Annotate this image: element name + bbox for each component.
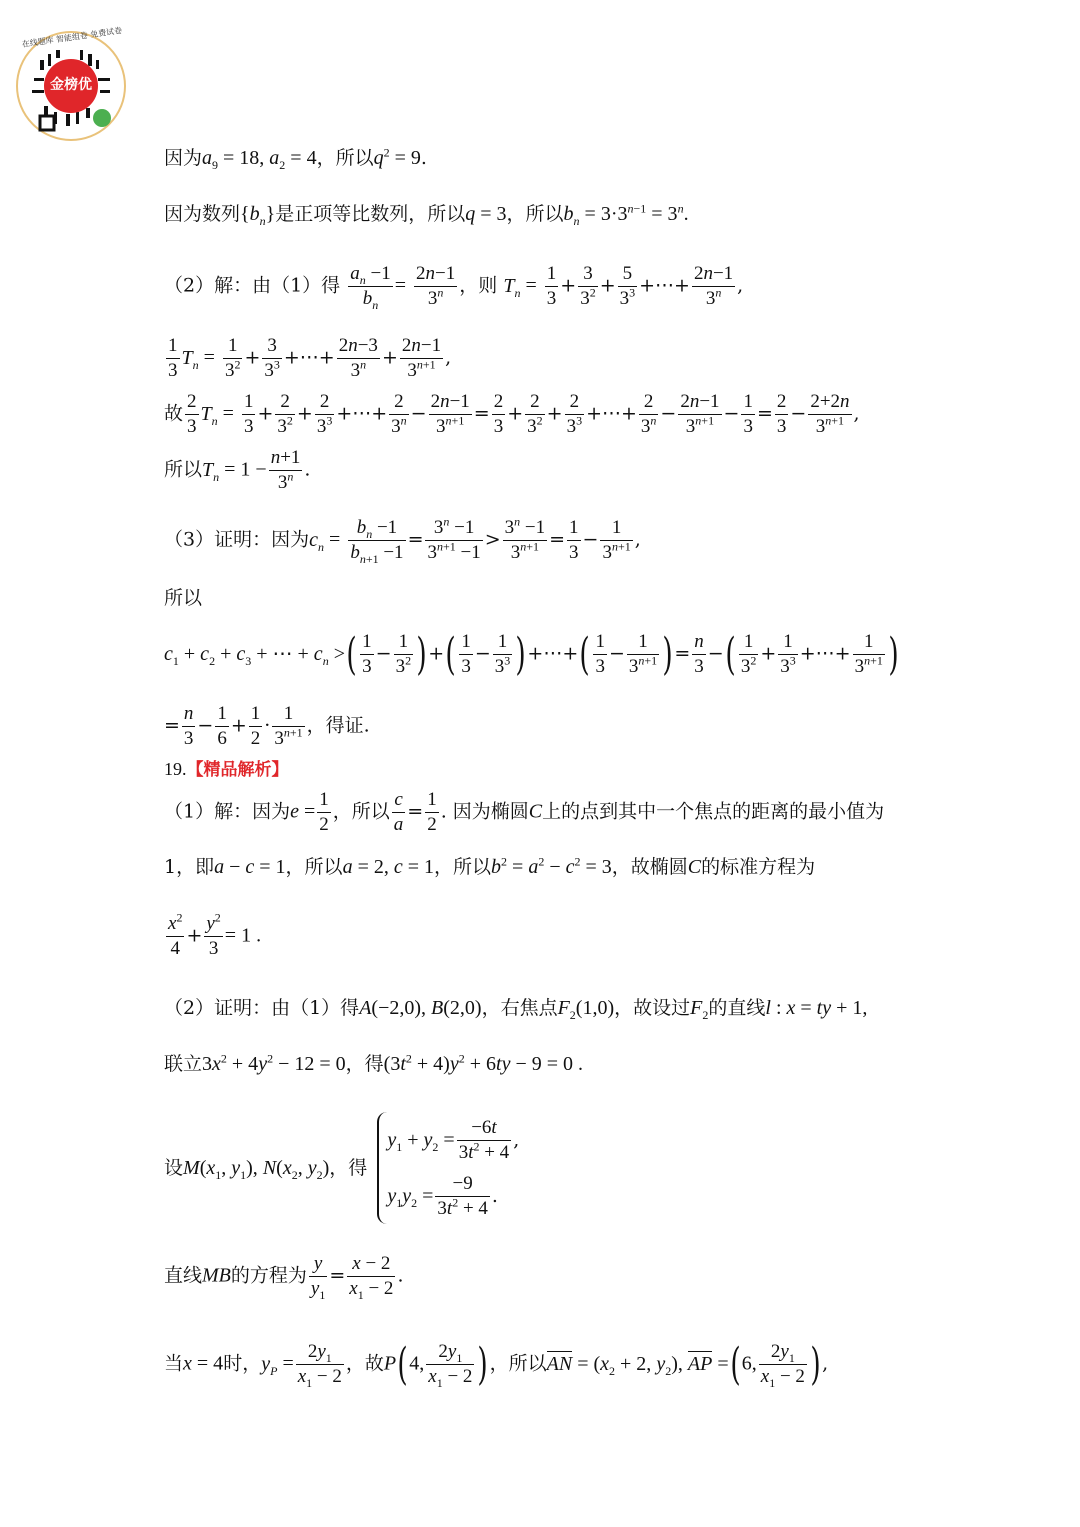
q19-1-line-2: 1，即a − c = 1，所以a = 2, c = 1，所以$b^2 = a^2 - c^2 = 3$，故椭圆C的标准方程为 — [164, 854, 816, 878]
text: 直线 — [164, 1264, 203, 1287]
logo — [10, 20, 132, 142]
line-1: 因为$a_9 = 18$, $a_2 = 4$，所以$q^2 = 9$. — [164, 145, 427, 172]
text: 时， — [223, 1352, 262, 1375]
q19-1-line-3: $\frac{x^2}{4}$ + $\frac{y^2}{3}$ = 1 . — [168, 910, 262, 959]
text: 1，即 — [164, 856, 215, 878]
q19-2-line-1: （2）证明：由（1）得A(−2,0), B(2,0)，右焦点$F_2(1,0)$，故设过$F_2$的直线l : x = ty + 1, — [164, 997, 868, 1022]
line-7: （3）证明：因为$c_n$ = $\frac{b_n -1}{b_{n+1} -1}$ = $\frac{3^n -1}{3^{n+1} -1}$ > $\frac{3^n -1}{3^{n+1}}$ = $\frac{1}{3}$ − $\frac{1}{3^{n+1}}$ , — [164, 514, 641, 566]
q19-2-line-2: 联立$3x^2 + 4y^2 - 12 = 0$，得$(3t^2 + 4)y^2 + 6ty - 9 = 0$ . — [164, 1051, 584, 1075]
text: 所以 — [164, 458, 203, 481]
text: ，所以 — [332, 800, 390, 823]
text: 是正项等比数列，所以 — [275, 203, 466, 225]
question-number: 19. — [164, 759, 187, 779]
text: . — [420, 147, 427, 169]
line-5: 故 $\frac{2}{3}$ $T_n$ = $\frac{1}{3}$ + $\frac{2}{3^2}$ + $\frac{2}{3^3}$ +⋯+ $\frac{2}{3^n}$ − $\frac{2n-1}{3^{n+1}}$ = $\frac{2}{3}$ + $\frac{2}{3^2}$ + $\frac{2}{3^3}$ +⋯+ $\frac{2}{3^n}$ − $\frac{2n-1}{3^{n+1}}$ − $\frac{1}{3}$ = $\frac{2}{3}$ − $\frac{2+2n}{3^{n+1}}$ , — [164, 391, 860, 437]
text: 因为数列 — [164, 203, 241, 225]
text: ，所以 — [489, 1352, 547, 1375]
q19-1-line-1: （1）解：因为e = $\frac{1}{2}$ ，所以 $\frac{c}{a}$ = $\frac{1}{2}$ . 因为椭圆C上的点到其中一个焦点的距离的最小值为 — [164, 789, 885, 835]
text: 上的点到其中一个焦点的距离的最小值为 — [542, 800, 885, 823]
text: 设 — [164, 1157, 184, 1179]
line-6: 所以$T_n = 1$ − $\frac{n+1}{3^n}$ . — [164, 447, 311, 493]
text: 当 — [164, 1352, 184, 1375]
line-3: （2）解：由（1）得 $\frac{a_n -1}{b_n}$ = $\frac{2n-1}{3^n}$ ，则 $T_n$ = $\frac{1}{3}$ + $\frac{3}{3^2}$ + $\frac{5}{3^3}$ +⋯+ $\frac{2n-1}{3^n}$ , — [164, 263, 744, 312]
text: ，故 — [345, 1352, 384, 1375]
text: ，所以 — [434, 856, 492, 878]
text: ，得证. — [306, 714, 370, 737]
text: 的方程为 — [230, 1264, 307, 1287]
text: ，所以 — [506, 203, 564, 225]
q19-2-line-4: 直线MB的方程为 $\frac{y}{y_1}$ = $\frac{x - 2}{x_1 - 2}$ . — [164, 1253, 404, 1302]
line-9: $c_1 + c_2 + c_3$ + ⋯ + $c_n$ >( $\frac{1}{3}$ − $\frac{1}{3^2}$ )+( $\frac{1}{3}$ − $\frac{1}{3^3}$ )+⋯+( $\frac{1}{3}$ − $\frac{1}{3^{n+1}}$ )= $\frac{n}{3}$ −( $\frac{1}{3^2}$ + $\frac{1}{3^3}$ +⋯+ $\frac{1}{3^{n+1}}$ ) — [164, 628, 899, 680]
question-19-heading — [164, 757, 289, 782]
line-4: $\frac{1}{3}$ $T_n$ = $\frac{1}{3^2}$ + $\frac{3}{3^3}$ +⋯+ $\frac{2n-3}{3^n}$ + $\frac{2n-1}{3^{n+1}}$ , — [168, 335, 452, 381]
text: 因为 — [164, 147, 203, 169]
q19-2-line-3: 设$M(x_1$, $y_1$), $N(x_2$, $y_2$)，得 $y_1 + y_2$ = $\frac{-6t}{3t^2 + 4}$ , $y_1y_2$ = $\frac{-9}{3t^2 + 4}$ . — [164, 1112, 519, 1224]
text: ，得 — [329, 1157, 368, 1179]
text: 联立 — [164, 1053, 203, 1075]
text: ，故设过 — [614, 997, 691, 1019]
logo-center-text: 金榜优 — [50, 77, 92, 93]
text: ，所以 — [285, 856, 343, 878]
line-2: 因为数列$\{b_n\}$是正项等比数列，所以q = 3，所以$b_n = 3\cdot 3^{n-1} = 3^n$. — [164, 201, 689, 228]
equation-system: $y_1 + y_2$ = $\frac{-6t}{3t^2 + 4}$ , $y_1y_2$ = $\frac{-9}{3t^2 + 4}$ . — [377, 1112, 519, 1224]
text: ，故椭圆 — [611, 856, 688, 878]
text: ，所以 — [316, 147, 374, 169]
logo-top-text: 在线题库 智能组卷 免费试卷 — [21, 26, 123, 49]
text: （2）解：由（1）得 — [164, 274, 341, 297]
text: 所以 — [164, 587, 203, 609]
text: （1）解：因为 — [164, 800, 291, 823]
text: 的标准方程为 — [701, 856, 816, 878]
text: ，则 — [459, 274, 498, 297]
line-10: = $\frac{n}{3}$ − $\frac{1}{6}$ + $\frac{1}{2}$ · $\frac{1}{3^{n+1}}$ ，得证. — [164, 703, 370, 749]
text: ，右焦点 — [481, 997, 558, 1019]
text: . 因为椭圆 — [440, 800, 529, 823]
text: （2）证明：由（1）得 — [164, 997, 360, 1019]
text: ，得 — [345, 1053, 384, 1075]
text: （3）证明：因为 — [164, 528, 310, 551]
text: 的直线 — [708, 997, 766, 1019]
text: 故 — [164, 402, 184, 425]
line-8 — [164, 586, 202, 610]
q19-2-line-5: 当x = 4时，$y_P$ = $\frac{2y_1}{x_1 - 2}$ ，故P(4, $\frac{2y_1}{x_1 - 2}$ )，所以AN = ($x_2 + 2$, $y_2$), AP =(6, $\frac{2y_1}{x_1 - 2}$ ), — [164, 1338, 829, 1390]
answer-tag: 【精品解析】 — [186, 760, 289, 780]
